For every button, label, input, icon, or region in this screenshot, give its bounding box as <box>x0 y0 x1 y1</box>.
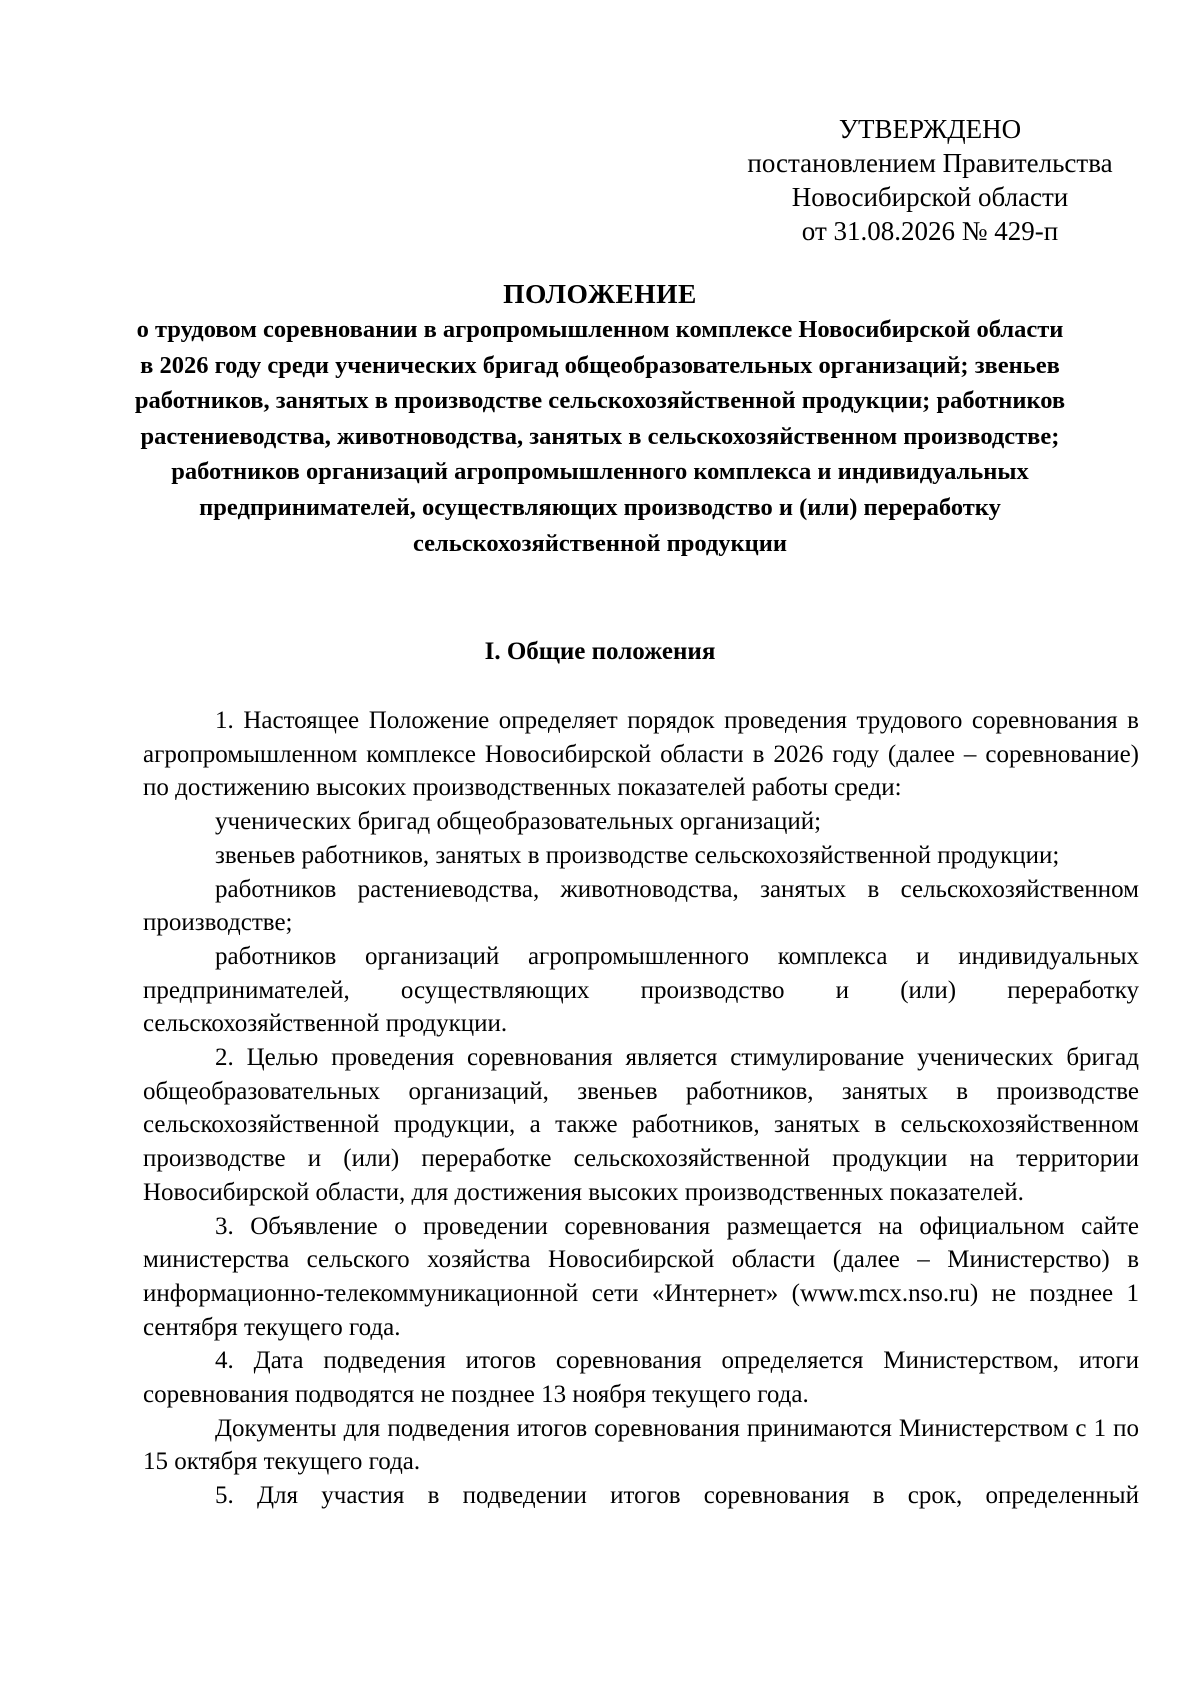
section-heading: I. Общие положения <box>484 638 716 665</box>
paragraph-5: 5. Для участия в подведении итогов соревнования в срок, определенный <box>215 1482 1139 1510</box>
paragraph-4: 4. Дата подведения итогов соревнования определяется Министерством, итоги соревнования подводятся не позднее 13 ноября текущего года. <box>143 1347 1139 1409</box>
paragraph-1-item-workers: работников растениеводства, животноводства, занятых в сельскохозяйственном производстве; <box>143 875 1139 937</box>
approval-line-resolution: постановлением Правительства <box>747 148 1113 178</box>
approval-stamp <box>740 112 1120 248</box>
document-subtitle: о трудовом соревновании в агропромышленном комплексе Новосибирской области в 2026 году среди ученических бригад общеобразовательных организаций; звеньев работников, занятых в производстве сельскохозяйственной продукции; работников растениеводства, животноводства, занятых в сельскохозяйственном производстве; работников организаций агропромышленного комплекса и индивидуальных предпринимателей, осуществляющих производство и (или) переработку сельскохозяйственной продукции <box>134 316 1066 557</box>
paragraph-2: 2. Целью проведения соревнования является стимулирование ученических бригад общеобразовательных организаций, звеньев работников, занятых в производстве сельскохозяйственной продукции, а также работников, занятых в сельскохозяйственном производстве и (или) переработке сельскохозяйственной продукции на территории Новосибирской области, для достижения высоких производственных показателей. <box>143 1044 1139 1206</box>
paragraph-1: 1. Настоящее Положение определяет порядок проведения трудового соревнования в агропромышленном комплексе Новосибирской области в 2026 году (далее – соревнование) по достижению высоких производственных показателей работы среди: <box>143 707 1139 802</box>
document-body <box>143 704 1139 1513</box>
document-heading: ПОЛОЖЕНИЕ <box>503 278 697 309</box>
document-title <box>130 276 1070 561</box>
approval-line-date-number: от 31.08.2026 № 429-п <box>801 216 1059 246</box>
paragraph-1-item-units: звеньев работников, занятых в производстве сельскохозяйственной продукции; <box>215 841 1060 869</box>
paragraph-1-item-brigades: ученических бригад общеобразовательных организаций; <box>215 808 822 836</box>
paragraph-4-documents: Документы для подведения итогов соревнования принимаются Министерством с 1 по 15 октября текущего года. <box>143 1414 1139 1476</box>
paragraph-3: 3. Объявление о проведении соревнования размещается на официальном сайте министерства сельского хозяйства Новосибирской области (далее – Министерство) в информационно-телекоммуникационной сети «Интернет» (www.mcx.nso.ru) не позднее 1 сентября текущего года. <box>143 1212 1139 1341</box>
paragraph-1-item-organizations: работников организаций агропромышленного комплекса и индивидуальных предпринимателей, осуществляющих производство и (или) переработку сельскохозяйственной продукции. <box>143 942 1139 1038</box>
approval-line-approved: УТВЕРЖДЕНО <box>838 114 1022 144</box>
approval-line-region: Новосибирской области <box>791 182 1069 212</box>
